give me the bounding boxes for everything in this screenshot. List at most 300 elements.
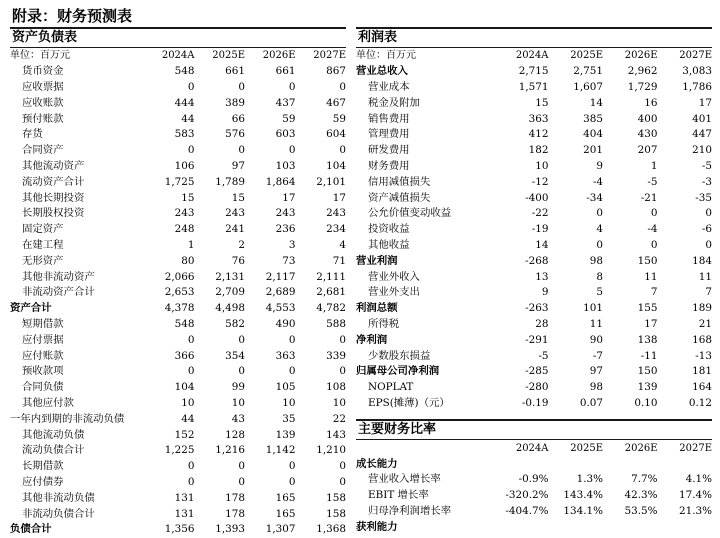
table-row xyxy=(10,475,346,491)
row-value: -22 xyxy=(531,207,549,220)
row-label: 固定资产 xyxy=(22,223,64,236)
row-value: 0 xyxy=(238,144,245,157)
row-value: -404.7% xyxy=(505,504,549,517)
row-value: 43 xyxy=(231,412,245,425)
row-label: 预收款项 xyxy=(22,365,64,378)
row-value: -4 xyxy=(592,175,603,188)
row-label: 利润总额 xyxy=(356,302,398,315)
row-value: 243 xyxy=(225,207,245,220)
table-row xyxy=(356,95,712,111)
row-label: 归属母公司净利润 xyxy=(356,365,440,378)
row-value: -291 xyxy=(525,333,549,346)
row-value: 22 xyxy=(332,412,346,425)
row-label: 所得税 xyxy=(368,317,400,330)
row-value: 181 xyxy=(692,365,712,378)
row-label: 营业外收入 xyxy=(368,270,420,283)
row-value: 0 xyxy=(339,80,346,93)
row-label: 投资收益 xyxy=(368,223,410,236)
row-value: 103 xyxy=(275,159,296,172)
unit-label: 单位：百万元 xyxy=(10,50,70,62)
row-value: 4,553 xyxy=(265,302,296,315)
table-row xyxy=(10,317,346,333)
row-value: 139 xyxy=(637,381,658,394)
table-row xyxy=(356,64,712,80)
row-label: 非流动资产合计 xyxy=(22,286,95,299)
row-value: 80 xyxy=(181,254,195,267)
row-value: -5 xyxy=(538,349,549,362)
row-value: -0.19 xyxy=(521,396,549,409)
table-row xyxy=(10,159,346,175)
table-row xyxy=(356,143,712,159)
row-value: 210 xyxy=(692,144,712,157)
year-header: 2027E xyxy=(679,442,712,454)
row-value: 1,307 xyxy=(265,523,296,536)
row-label: 营业外支出 xyxy=(368,286,420,299)
row-value: 2,709 xyxy=(215,286,245,299)
row-value: 2,681 xyxy=(316,286,346,299)
row-value: -4 xyxy=(647,223,658,236)
row-value: 128 xyxy=(225,428,245,441)
row-value: 1,607 xyxy=(573,80,603,93)
year-header: 2026E xyxy=(262,50,296,62)
year-header: 2027E xyxy=(679,50,712,62)
row-value: 0 xyxy=(187,475,195,488)
row-value: 1 xyxy=(187,238,195,251)
row-value: 143.4% xyxy=(563,489,603,502)
row-value: 131 xyxy=(174,507,195,520)
row-label: 信用减值损失 xyxy=(368,175,431,188)
table-row xyxy=(356,456,712,472)
row-value: 17 xyxy=(282,191,296,204)
row-value: -6 xyxy=(701,223,712,236)
income-statement-header-row xyxy=(356,48,712,64)
table-row xyxy=(10,80,346,96)
row-value: 354 xyxy=(225,349,245,362)
table-row xyxy=(10,285,346,301)
row-value: 236 xyxy=(275,223,296,236)
row-label: 短期借款 xyxy=(22,317,64,330)
row-label: 在建工程 xyxy=(22,238,64,251)
table-row xyxy=(356,301,712,317)
row-value: 363 xyxy=(528,112,549,125)
row-value: 0 xyxy=(187,365,195,378)
row-label: 公允价值变动收益 xyxy=(368,207,452,220)
row-value: 201 xyxy=(583,144,603,157)
row-value: 101 xyxy=(583,302,603,315)
row-value: 1,786 xyxy=(682,80,712,93)
row-value: 1,216 xyxy=(215,444,245,457)
year-header: 2024A xyxy=(515,50,549,62)
row-value: 0 xyxy=(288,365,296,378)
row-value: 0 xyxy=(238,475,245,488)
row-value: 143 xyxy=(326,428,346,441)
row-value: 178 xyxy=(225,491,245,504)
row-value: 131 xyxy=(174,491,195,504)
row-value: 0 xyxy=(187,144,195,157)
row-label: 其他非流动负债 xyxy=(22,491,95,504)
row-label: 无形资产 xyxy=(22,254,64,267)
row-value: 2,111 xyxy=(316,270,346,283)
row-value: 0 xyxy=(288,460,296,473)
row-label: 应付债券 xyxy=(22,475,64,488)
table-row xyxy=(10,506,346,522)
row-value: 17 xyxy=(332,191,346,204)
year-header: 2024A xyxy=(161,50,195,62)
row-value: 14 xyxy=(535,238,549,251)
row-value: 0 xyxy=(705,207,712,220)
row-value: 548 xyxy=(174,317,195,330)
row-value: 437 xyxy=(275,96,296,109)
row-value: 400 xyxy=(637,112,658,125)
row-value: 150 xyxy=(637,254,658,267)
row-value: -263 xyxy=(525,302,549,315)
row-value: 234 xyxy=(326,223,346,236)
row-value: 2 xyxy=(238,238,245,251)
table-row xyxy=(356,111,712,127)
row-label: 合同资产 xyxy=(22,144,64,157)
row-label: 流动资产合计 xyxy=(22,175,85,188)
row-value: 139 xyxy=(275,428,296,441)
row-value: 71 xyxy=(332,254,346,267)
row-value: 15 xyxy=(535,96,549,109)
income-statement-table xyxy=(356,48,712,411)
balance-sheet-panel xyxy=(10,27,346,538)
row-label: 营业利润 xyxy=(356,254,398,267)
row-value: 363 xyxy=(275,349,296,362)
row-value: -34 xyxy=(586,191,603,204)
table-row xyxy=(10,348,346,364)
row-value: 0 xyxy=(339,333,346,346)
row-value: 155 xyxy=(637,302,658,315)
row-value: 73 xyxy=(282,254,296,267)
row-value: 158 xyxy=(326,491,346,504)
row-label: 存货 xyxy=(22,128,43,141)
row-value: 0 xyxy=(187,460,195,473)
row-value: -7 xyxy=(592,349,603,362)
table-row xyxy=(356,253,712,269)
row-value: 867 xyxy=(326,65,346,78)
row-value: 21.3% xyxy=(678,504,712,517)
row-value: 104 xyxy=(174,381,195,394)
row-value: -5 xyxy=(647,175,658,188)
row-value: 0 xyxy=(596,238,603,251)
row-label: 应收票据 xyxy=(22,80,64,93)
row-value: 150 xyxy=(637,365,658,378)
row-value: 243 xyxy=(174,207,195,220)
row-label: 流动负债合计 xyxy=(22,444,85,457)
year-header: 2026E xyxy=(624,442,658,454)
row-value: -280 xyxy=(525,381,549,394)
table-row xyxy=(10,174,346,190)
row-label: 净利润 xyxy=(356,333,388,346)
table-row xyxy=(356,519,712,535)
table-row xyxy=(10,64,346,80)
row-value: 0 xyxy=(288,144,296,157)
row-value: 0 xyxy=(238,333,245,346)
row-label: 其他流动负债 xyxy=(22,428,85,441)
row-value: 0 xyxy=(238,365,245,378)
row-value: 165 xyxy=(275,507,296,520)
row-value: 0 xyxy=(187,333,195,346)
row-value: 97 xyxy=(231,159,245,172)
row-value: 28 xyxy=(535,317,549,330)
row-value: 9 xyxy=(596,159,603,172)
row-value: 158 xyxy=(326,507,346,520)
row-label: 管理费用 xyxy=(368,128,410,141)
row-value: 2,962 xyxy=(627,65,658,78)
table-row xyxy=(356,504,712,520)
row-value: 16 xyxy=(644,96,658,109)
row-value: 4,498 xyxy=(215,302,245,315)
row-value: 0 xyxy=(288,333,296,346)
row-value: 467 xyxy=(326,96,346,109)
table-row xyxy=(10,253,346,269)
row-label: 其他收益 xyxy=(368,238,410,251)
row-value xyxy=(494,456,549,472)
row-label: EBIT 增长率 xyxy=(368,489,429,502)
row-value: 2,715 xyxy=(518,65,549,78)
table-row xyxy=(356,472,712,488)
row-value: 182 xyxy=(528,144,549,157)
row-value: 15 xyxy=(181,191,195,204)
row-value: 1,142 xyxy=(265,444,296,457)
row-value: 1,368 xyxy=(316,523,346,536)
row-label: 营业收入增长率 xyxy=(368,473,441,486)
row-value xyxy=(549,456,604,472)
table-row xyxy=(356,159,712,175)
row-value: 0 xyxy=(339,365,346,378)
row-label: 负债合计 xyxy=(10,523,52,536)
table-row xyxy=(356,488,712,504)
row-value: 4,782 xyxy=(316,302,346,315)
row-label: 资产减值损失 xyxy=(368,191,431,204)
row-value: 178 xyxy=(225,507,245,520)
table-row xyxy=(10,269,346,285)
row-value: -11 xyxy=(640,349,658,362)
row-value: 14 xyxy=(589,96,603,109)
row-label: EPS(摊薄)（元） xyxy=(368,396,450,409)
table-row xyxy=(356,80,712,96)
row-value: 189 xyxy=(692,302,712,315)
row-label: 其他长期投资 xyxy=(22,191,85,204)
row-label: 预付账款 xyxy=(22,112,64,125)
row-value: -5 xyxy=(701,159,712,172)
row-value xyxy=(549,519,604,535)
row-value: 44 xyxy=(181,412,195,425)
row-label: 营业总收入 xyxy=(356,65,408,78)
row-value: 7 xyxy=(650,286,658,299)
table-row xyxy=(356,396,712,412)
row-value: 105 xyxy=(275,381,296,394)
row-label: 归母净利润增长率 xyxy=(368,504,452,517)
table-row xyxy=(356,174,712,190)
row-value: 98 xyxy=(589,381,603,394)
row-value: 0 xyxy=(339,475,346,488)
row-value: 603 xyxy=(275,128,296,141)
row-value: 1,393 xyxy=(215,523,245,536)
row-label: 少数股东损益 xyxy=(368,349,431,362)
row-value: 9 xyxy=(541,286,549,299)
row-value: 661 xyxy=(275,65,296,78)
row-value: 106 xyxy=(174,159,195,172)
row-value: 412 xyxy=(528,128,549,141)
row-value: 576 xyxy=(225,128,245,141)
row-value: 389 xyxy=(225,96,245,109)
ratios-header-row xyxy=(356,440,712,456)
row-label: 获利能力 xyxy=(356,520,398,533)
row-value xyxy=(658,519,713,535)
balance-sheet-header-row xyxy=(10,48,346,64)
row-value: 582 xyxy=(225,317,245,330)
row-value: 1,729 xyxy=(627,80,658,93)
table-row xyxy=(10,206,346,222)
row-value: 42.3% xyxy=(624,489,658,502)
row-value: 4.1% xyxy=(685,473,712,486)
table-row xyxy=(356,269,712,285)
row-value: 1.3% xyxy=(576,473,603,486)
table-row xyxy=(356,206,712,222)
row-value: 11 xyxy=(589,317,603,330)
row-label: 长期借款 xyxy=(22,460,64,473)
row-value: 588 xyxy=(326,317,346,330)
table-row xyxy=(10,301,346,317)
row-value: 11 xyxy=(644,270,658,283)
row-value: 99 xyxy=(231,381,245,394)
row-label: 成长能力 xyxy=(356,457,398,470)
row-value: 2,117 xyxy=(265,270,296,283)
row-label: 其他流动资产 xyxy=(22,159,85,172)
row-value: 0.07 xyxy=(579,396,603,409)
row-label: 其他非流动资产 xyxy=(22,270,95,283)
row-value: 134.1% xyxy=(563,504,603,517)
year-header: 2027E xyxy=(313,50,346,62)
row-value: -285 xyxy=(525,365,549,378)
table-row xyxy=(10,143,346,159)
year-header: 2026E xyxy=(624,50,658,62)
row-value: 241 xyxy=(225,223,245,236)
row-value: 583 xyxy=(174,128,195,141)
row-value: 4,378 xyxy=(164,302,195,315)
row-value: 661 xyxy=(225,65,245,78)
row-value: 59 xyxy=(282,112,296,125)
row-value: 339 xyxy=(326,349,346,362)
row-value: 184 xyxy=(692,254,712,267)
balance-sheet-title: 资产负债表 xyxy=(10,27,346,48)
row-value: -19 xyxy=(531,223,549,236)
table-row xyxy=(10,396,346,412)
row-value: 2,131 xyxy=(215,270,245,283)
row-value: -13 xyxy=(695,349,712,362)
table-row xyxy=(356,222,712,238)
row-value: 548 xyxy=(174,65,195,78)
income-statement-title: 利润表 xyxy=(356,27,712,48)
row-value xyxy=(658,456,713,472)
row-value: 2,689 xyxy=(265,286,296,299)
table-row xyxy=(10,459,346,475)
table-row xyxy=(356,317,712,333)
row-label: 货币资金 xyxy=(22,65,64,78)
row-value: 1,725 xyxy=(164,175,195,188)
row-value: 604 xyxy=(326,128,346,141)
unit-label: 单位：百万元 xyxy=(356,50,416,62)
row-label: 应付账款 xyxy=(22,349,64,362)
row-value: -400 xyxy=(525,191,549,204)
row-value: 0 xyxy=(596,207,603,220)
row-value: 490 xyxy=(275,317,296,330)
row-value: 17 xyxy=(698,96,712,109)
table-row xyxy=(10,443,346,459)
table-row xyxy=(10,238,346,254)
row-label: 资产合计 xyxy=(10,302,52,315)
row-value: 35 xyxy=(282,412,296,425)
row-value: 4 xyxy=(339,238,346,251)
row-label: 长期股权投资 xyxy=(22,207,85,220)
row-value: 1,225 xyxy=(164,444,195,457)
row-value: 3,083 xyxy=(682,65,712,78)
row-value: 108 xyxy=(326,381,346,394)
row-label: 非流动负债合计 xyxy=(22,507,95,520)
row-value: -320.2% xyxy=(505,489,549,502)
row-value: 97 xyxy=(589,365,603,378)
row-value: 8 xyxy=(596,270,603,283)
table-row xyxy=(356,127,712,143)
year-header: 2025E xyxy=(570,442,603,454)
row-value xyxy=(494,519,549,535)
row-value: 0 xyxy=(339,144,346,157)
ratios-title: 主要财务比率 xyxy=(356,419,712,440)
table-row xyxy=(10,411,346,427)
row-value: 53.5% xyxy=(624,504,658,517)
row-value: 404 xyxy=(583,128,603,141)
row-value: -3 xyxy=(701,175,712,188)
row-value: 0 xyxy=(238,80,245,93)
row-value: 1,864 xyxy=(265,175,296,188)
row-value: 165 xyxy=(275,491,296,504)
row-value: 2,653 xyxy=(164,286,195,299)
table-row xyxy=(10,222,346,238)
row-value xyxy=(603,519,658,535)
row-value: 430 xyxy=(637,128,658,141)
table-row xyxy=(10,190,346,206)
row-value: 447 xyxy=(692,128,712,141)
page-title: 附录：财务预测表 xyxy=(12,7,133,25)
row-value: 66 xyxy=(231,112,245,125)
row-value: 59 xyxy=(332,112,346,125)
row-value: -268 xyxy=(525,254,549,267)
row-value: -0.9% xyxy=(518,473,549,486)
year-header: 2024A xyxy=(515,442,549,454)
row-value: 76 xyxy=(231,254,245,267)
row-value: 98 xyxy=(589,254,603,267)
row-value: 1,789 xyxy=(215,175,245,188)
row-value: 0 xyxy=(288,475,296,488)
row-value: 7 xyxy=(705,286,712,299)
row-value: 104 xyxy=(326,159,346,172)
row-label: 销售费用 xyxy=(368,112,410,125)
row-value: 385 xyxy=(583,112,603,125)
row-value: 401 xyxy=(692,112,712,125)
row-value: 7.7% xyxy=(631,473,658,486)
row-value: 243 xyxy=(326,207,346,220)
row-value: 0 xyxy=(339,460,346,473)
row-value: 15 xyxy=(231,191,245,204)
row-label: NOPLAT xyxy=(368,381,414,394)
row-value: 2,066 xyxy=(164,270,195,283)
row-value: 13 xyxy=(535,270,549,283)
table-row xyxy=(10,95,346,111)
ratios-table xyxy=(356,440,712,535)
row-value: 164 xyxy=(692,381,712,394)
